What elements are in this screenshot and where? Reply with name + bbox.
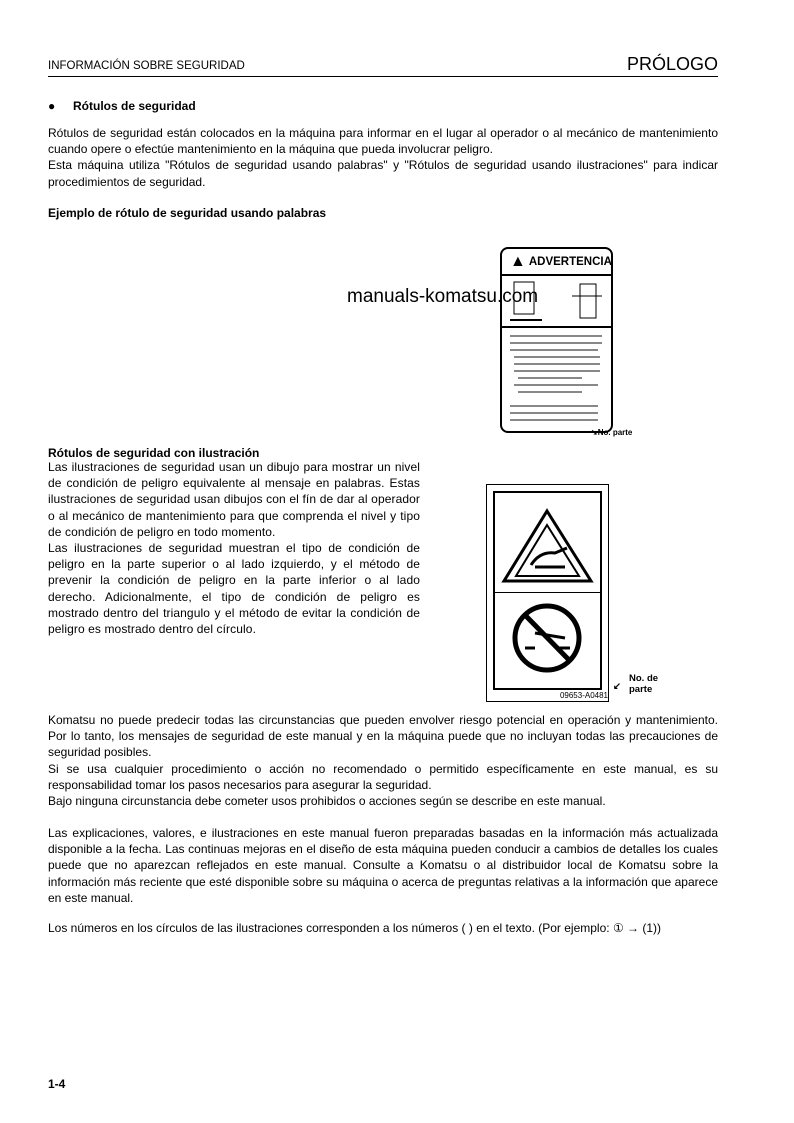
body-text-2 bbox=[48, 825, 718, 906]
page-number: 1-4 bbox=[48, 1077, 66, 1091]
body-paragraph: Komatsu no puede predecir todas las circunstancias que pueden envolver riesgo potencial en operación y mantenimiento. Por lo tanto, los mensajes de seguridad de este manual y en la máquina puede que no incluyan todas las precauciones de seguridad posibles. bbox=[48, 713, 718, 760]
part-code: 09653-A0481 bbox=[559, 691, 608, 700]
pictorial-label bbox=[486, 484, 609, 702]
arrow-icon: ➘ bbox=[591, 428, 598, 437]
bullet-icon: ● bbox=[48, 99, 56, 113]
section-header: INFORMACIÓN SOBRE SEGURIDAD bbox=[48, 60, 245, 72]
body-paragraph: Las explicaciones, valores, e ilustraciones en este manual fueron preparadas basadas en la información más actualizada disponible a la fecha. Las continuas mejoras en el diseño de esta máquina pueden conducir a cambios de detalles los cuales puede que no aparezcan reflejados en este manual. Consulte a Komatsu o al distribuidor local de Komatsu sobre la información más reciente que esté disponible sobre su máquina o acerca de preguntas relativas a la información que aparece en este manual. bbox=[48, 826, 718, 905]
arrow-icon: ↙ bbox=[613, 681, 621, 692]
illus-paragraph: Las ilustraciones de seguridad muestran el tipo de condición de peligro en la parte superior o al lado izquierdo, y el método de prevenir la condición de peligro en la parte inferior o al lado derecho. Adicionalmente, el tipo de condición de peligro es mostrado dentro del triangulo y el método de evitar la condición de peligro es mostrado dentro del círculo. bbox=[48, 541, 420, 637]
header-rule bbox=[48, 76, 718, 77]
chapter-header: PRÓLOGO bbox=[626, 54, 718, 74]
body-paragraph: Bajo ninguna circunstancia debe cometer usos prohibidos o acciones según se describe en este manual. bbox=[48, 794, 606, 809]
illus-text bbox=[48, 459, 420, 637]
watermark: manuals-komatsu.com bbox=[347, 286, 539, 307]
prohibition-circle-icon bbox=[495, 593, 600, 688]
section-heading: Rótulos de seguridad bbox=[73, 99, 196, 113]
part-number-callout-2 bbox=[613, 673, 658, 695]
body-paragraph: Los números en los círculos de las ilustraciones corresponden a los números ( ) en el texto. (Por ejemplo: ① → (1)) bbox=[48, 921, 662, 935]
body-text-1 bbox=[48, 712, 718, 809]
illus-paragraph: Las ilustraciones de seguridad usan un dibujo para mostrar un nivel de condición de peligro equivalente al mensaje en palabras. Estas ilustraciones de seguridad usan dibujos con el fín de dar al operador o al mecánico de mantenimiento para que comprenda el nivel y tipo de condición de peligro en todo momento. bbox=[48, 460, 420, 539]
pictorial-inner bbox=[493, 491, 602, 690]
body-paragraph: Si se usa cualquier procedimiento o acción no recomendado o permitido específicamente en este manual, es su responsabilidad tomar los pasos necesarios para asegurar la seguridad. bbox=[48, 761, 718, 792]
part-number-callout bbox=[591, 428, 632, 437]
part-label: No. parte bbox=[597, 428, 633, 437]
warning-triangle-icon: ▲ bbox=[510, 252, 526, 270]
hazard-triangle-icon bbox=[495, 493, 600, 593]
part-label-line: parte bbox=[629, 684, 653, 695]
warning-title: ADVERTENCIA bbox=[528, 255, 612, 268]
part-label-line: No. de bbox=[629, 673, 659, 684]
intro-text bbox=[48, 125, 718, 190]
warning-header bbox=[502, 249, 611, 276]
intro-paragraph: Rótulos de seguridad están colocados en la máquina para informar en el lugar al operador o al mecánico de mantenimiento cuando opere o efectúe mantenimiento en la máquina que pueda involucrar peligro. bbox=[48, 126, 718, 157]
warning-text-lines bbox=[502, 328, 611, 428]
illus-heading: Rótulos de seguridad con ilustración bbox=[48, 446, 260, 460]
warning-label-words bbox=[500, 247, 613, 433]
body-text-3 bbox=[48, 920, 718, 936]
words-heading: Ejemplo de rótulo de seguridad usando palabras bbox=[48, 206, 327, 220]
intro-paragraph: Esta máquina utiliza "Rótulos de seguridad usando palabras" y "Rótulos de seguridad usando ilustraciones" para indicar procedimientos de seguridad. bbox=[48, 158, 718, 189]
